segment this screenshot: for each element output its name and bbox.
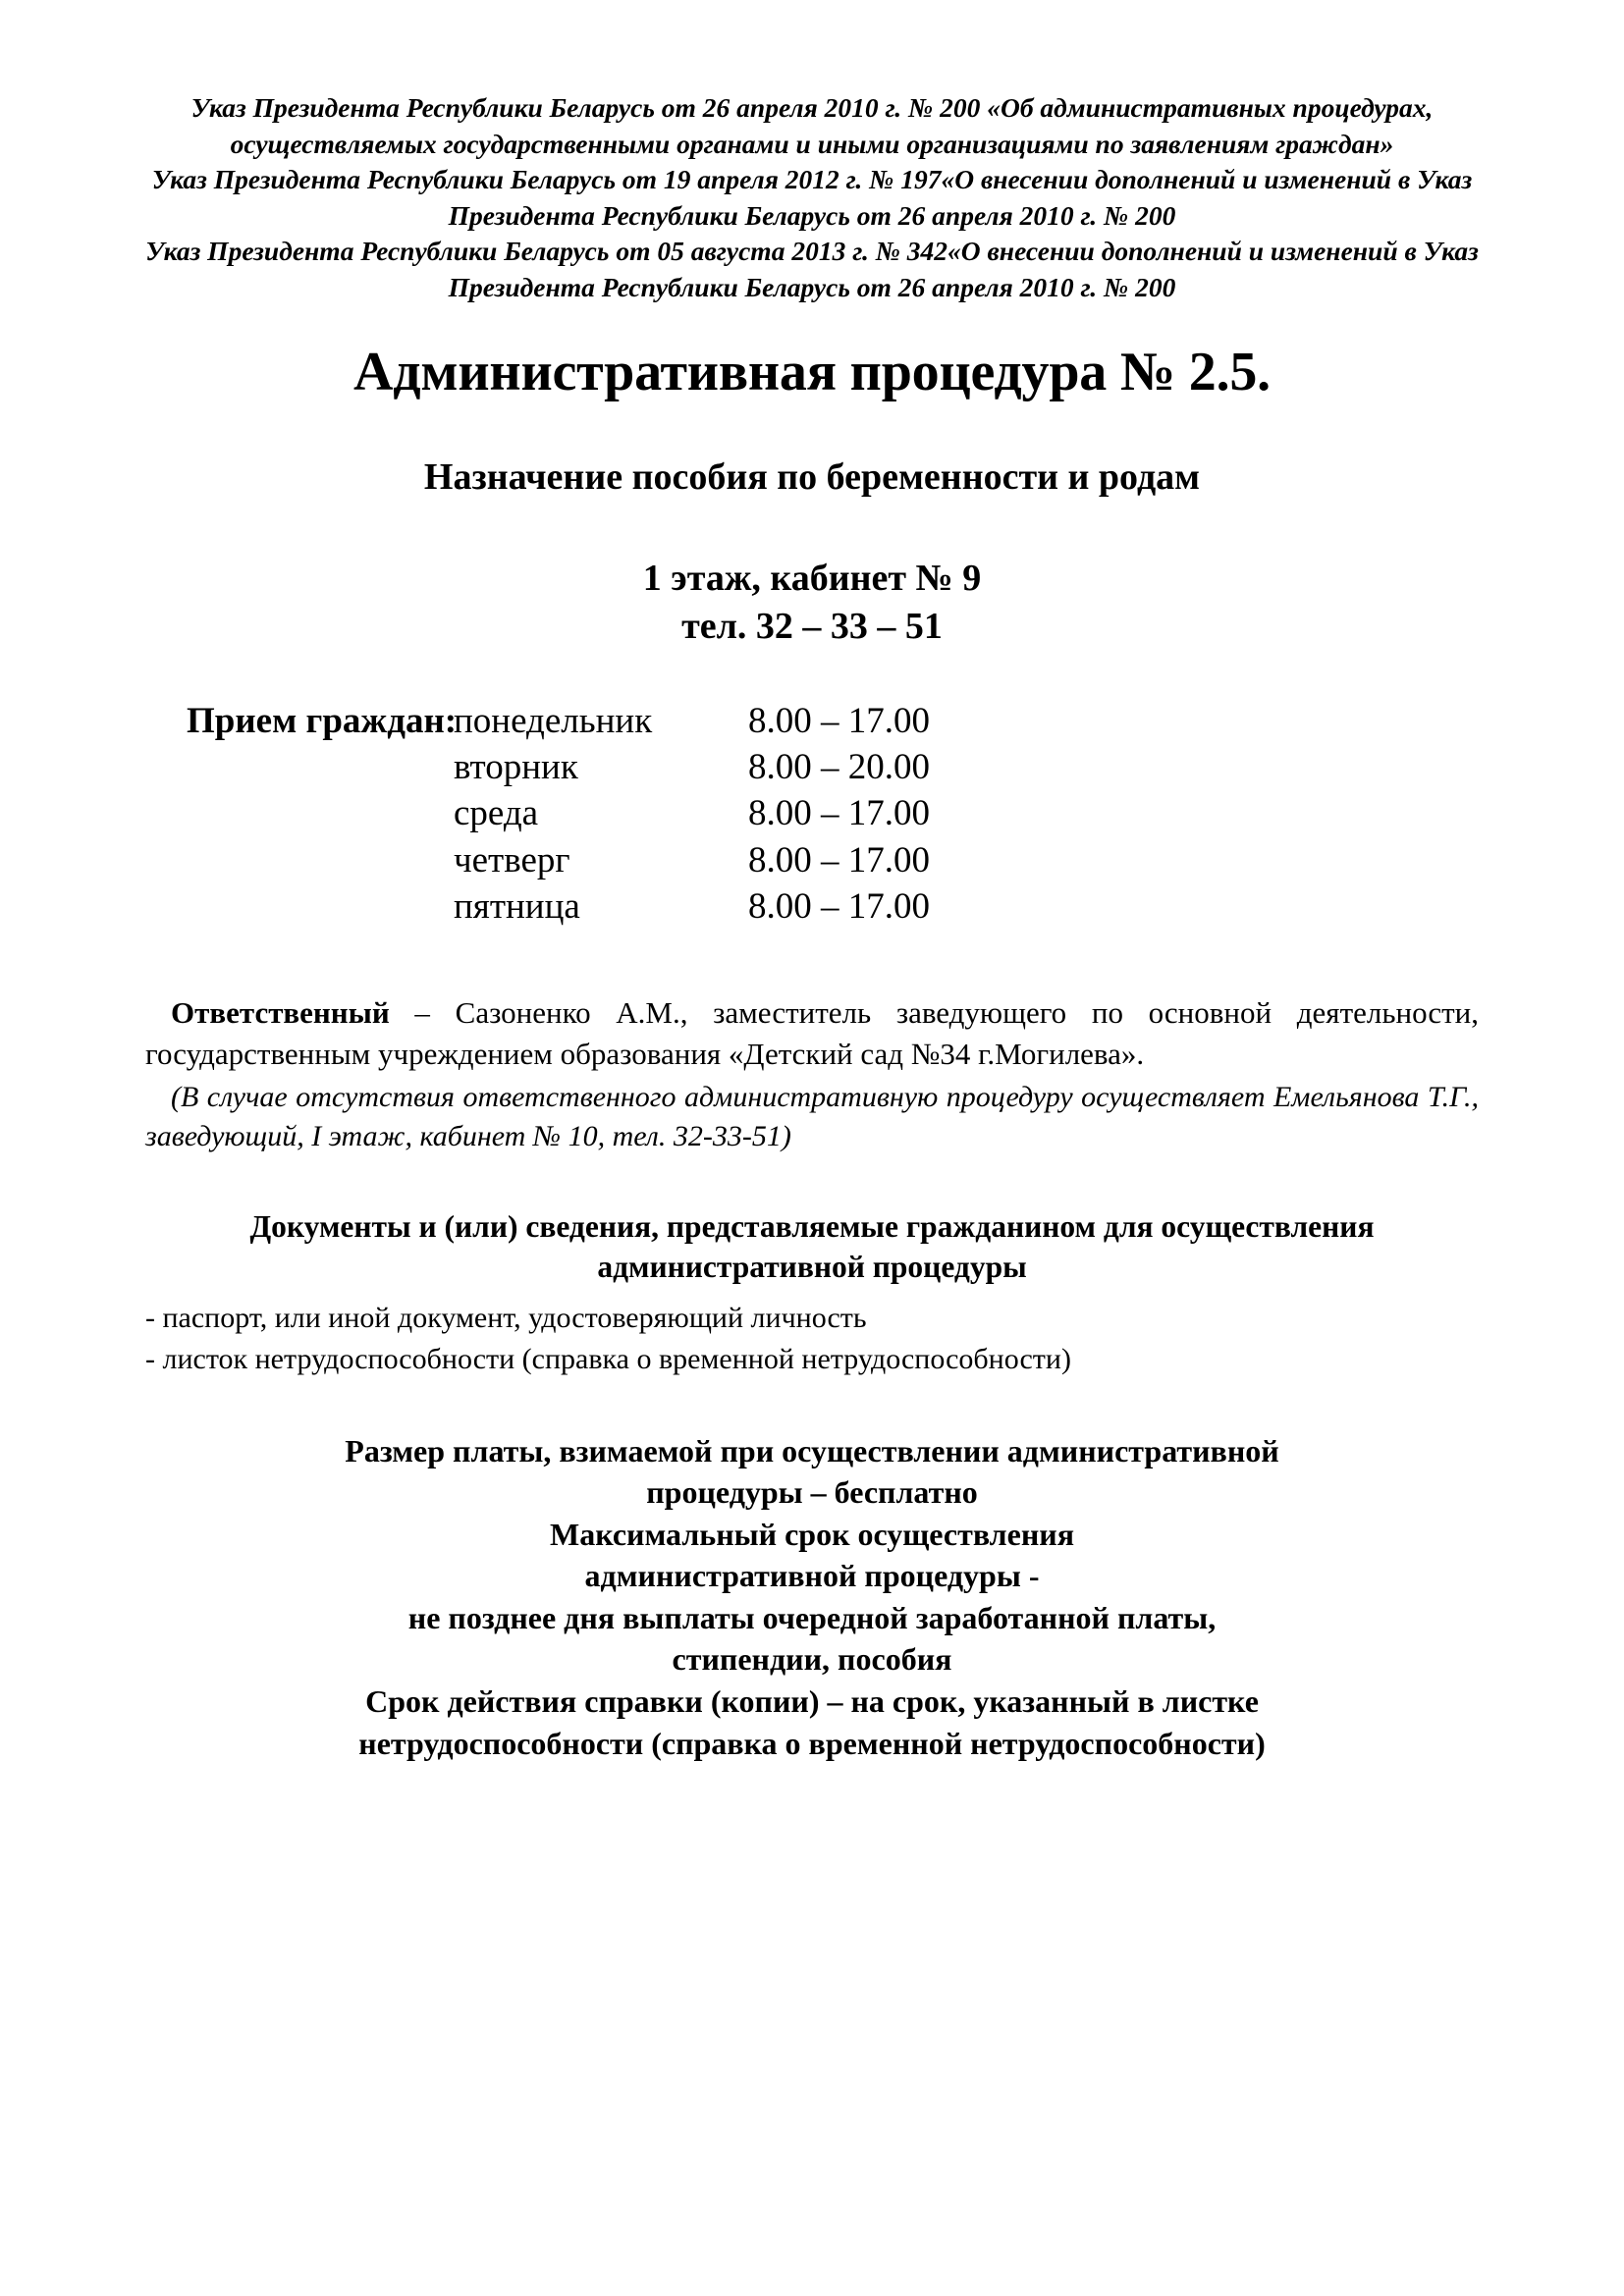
schedule-hours: 8.00 – 17.00 — [748, 700, 930, 741]
schedule-hours: 8.00 – 17.00 — [748, 886, 930, 928]
decree-reference-3: Указ Президента Республики Беларусь от 05 августа 2013 г. № 342«О внесении дополнений и изменений в Указ Президента Республики Беларусь от 26 апреля 2010 г. № 200 — [145, 236, 1479, 302]
schedule-day: понедельник — [454, 700, 653, 741]
location-info — [145, 555, 1479, 650]
schedule-spacer — [187, 883, 454, 930]
list-item: - листок нетрудоспособности (справка о временной нетрудоспособности) — [145, 1343, 1071, 1376]
page-subtitle: Назначение пособия по беременности и родам — [423, 455, 1201, 498]
responsible-label: Ответственный — [171, 995, 390, 1031]
responsible-substitute-note: (В случае отсутствия ответственного административную процедуру осуществляет Емельянова Т.Г., заведующий, I этаж, кабинет № 10, тел. 32-33-51) — [145, 1080, 1479, 1152]
schedule-hours: 8.00 – 17.00 — [748, 793, 930, 834]
schedule-day: пятница — [454, 886, 580, 928]
schedule-spacer — [187, 790, 454, 836]
decree-reference-1: Указ Президента Республики Беларусь от 26 апреля 2010 г. № 200 «Об административных процедурах, осуществляемых государственными органами и иными организациями по заявлениям граждан» — [190, 92, 1434, 159]
validity-line-1: Срок действия справки (копии) – на срок, указанный в листке — [365, 1682, 1259, 1719]
required-documents-list — [145, 1298, 1479, 1381]
decree-references — [145, 90, 1479, 305]
terms-section — [145, 1430, 1479, 1764]
responsible-body: – Сазоненко А.М., заместитель заведующего по основной деятельности, государственным учреждением образования «Детский сад №34 г.Могилева». — [145, 995, 1479, 1071]
term-line-3: не позднее дня выплаты очередной заработанной платы, — [407, 1599, 1217, 1635]
schedule-day: вторник — [454, 746, 578, 787]
schedule-spacer — [187, 744, 454, 790]
schedule-label: Прием граждан: — [187, 700, 458, 741]
schedule-hours: 8.00 – 17.00 — [748, 839, 930, 881]
schedule-day: четверг — [454, 839, 570, 881]
term-line-2: административной процедуры - — [584, 1558, 1040, 1594]
schedule-day: среда — [454, 793, 539, 834]
decree-reference-2: Указ Президента Республики Беларусь от 19 апреля 2012 г. № 197«О внесении дополнений и изменений в Указ Президента Республики Беларусь от 26 апреля 2010 г. № 200 — [151, 164, 1473, 231]
fee-line-1: Размер платы, взимаемой при осуществлении административной — [345, 1432, 1279, 1468]
phone-line: тел. 32 – 33 – 51 — [681, 605, 943, 647]
page-title: Административная процедура № 2.5. — [353, 342, 1271, 403]
responsible-paragraph — [145, 992, 1479, 1073]
reception-schedule — [145, 698, 1479, 931]
documents-section-heading: Документы и (или) сведения, представляемые гражданином для осуществления административной процедуры — [249, 1208, 1375, 1284]
validity-line-2: нетрудоспособности (справка о временной нетрудоспособности) — [358, 1725, 1266, 1761]
fee-line-2: процедуры – бесплатно — [646, 1474, 978, 1511]
term-line-4: стипендии, пособия — [672, 1641, 952, 1678]
list-item: - паспорт, или иной документ, удостоверяющий личность — [145, 1301, 867, 1334]
term-line-1: Максимальный срок осуществления — [549, 1516, 1075, 1552]
schedule-hours: 8.00 – 20.00 — [748, 746, 930, 787]
floor-room-line: 1 этаж, кабинет № 9 — [642, 558, 982, 600]
schedule-spacer — [187, 837, 454, 883]
